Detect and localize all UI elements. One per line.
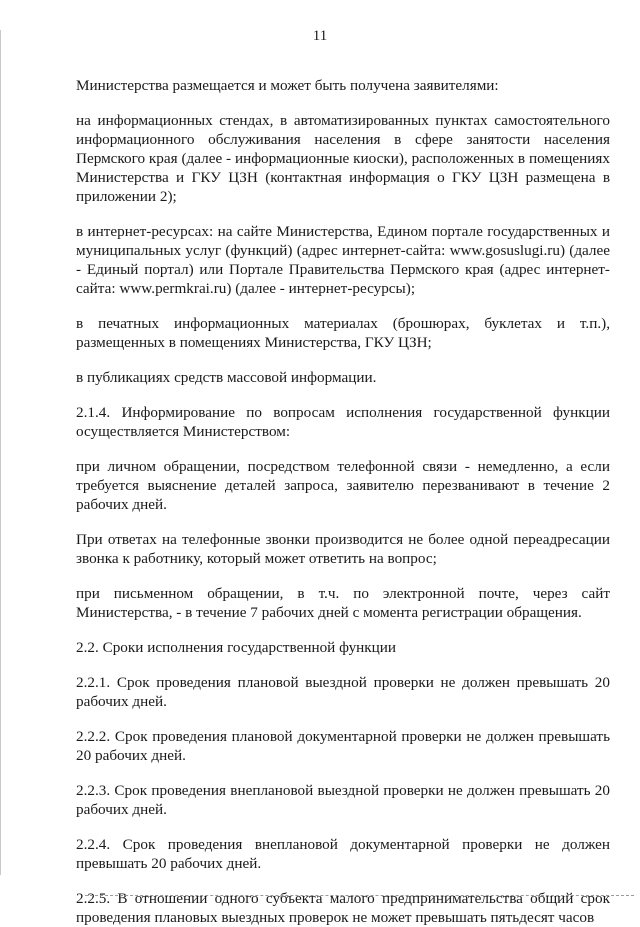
paragraph: в публикациях средств массовой информации. xyxy=(76,369,377,386)
paragraph: в печатных информационных материалах (брошюрах, буклетах и т.п.), размещенных в помещениях Министерства, ГКУ ЦЗН; xyxy=(76,315,610,351)
paragraph: Министерства размещается и может быть получена заявителями: xyxy=(76,77,499,94)
paragraph: на информационных стендах, в автоматизированных пунктах самостоятельного информационного обслуживания населения в сфере занятости населения Пермского края (далее - информационные киоски), расположенных в помещениях Министерства и ГКУ ЦЗН (контактная информация о ГКУ ЦЗН размещена в приложении 2); xyxy=(76,112,610,205)
paragraph: при письменном обращении, в т.ч. по электронной почте, через сайт Министерства, - в течение 7 рабочих дней с момента регистрации обращения. xyxy=(76,585,610,621)
paragraph: 2.1.4. Информирование по вопросам исполнения государственной функции осуществляется Министерством: xyxy=(76,404,610,440)
paragraph: 2.2.5. В отношении одного субъекта малого предпринимательства общий срок проведения плановых выездных проверок не может превышать пятьдесят часов xyxy=(76,890,610,926)
paragraph: при личном обращении, посредством телефонной связи - немедленно, а если требуется выяснение деталей запроса, заявителю перезванивают в течение 2 рабочих дней. xyxy=(76,458,610,513)
document-body xyxy=(76,76,610,927)
scan-left-edge xyxy=(0,30,1,875)
paragraph: 2.2.2. Срок проведения плановой документарной проверки не должен превышать 20 рабочих дней. xyxy=(76,728,610,764)
paragraph: При ответах на телефонные звонки производится не более одной переадресации звонка к работнику, который может ответить на вопрос; xyxy=(76,531,610,567)
paragraph: 2.2.1. Срок проведения плановой выездной проверки не должен превышать 20 рабочих дней. xyxy=(76,674,610,710)
paragraph: 2.2.3. Срок проведения внеплановой выездной проверки не должен превышать 20 рабочих дней. xyxy=(76,782,610,818)
paragraph: 2.2.4. Срок проведения внеплановой документарной проверки не должен превышать 20 рабочих дней. xyxy=(76,836,610,872)
scan-bottom-edge xyxy=(85,895,634,897)
paragraph: в интернет-ресурсах: на сайте Министерства, Едином портале государственных и муниципальных услуг (функций) (адрес интернет-сайта: www.gosuslugi.ru) (далее - Единый портал) или Портале Правительства Пермского края (адрес интернет-сайта: www.permkrai.ru) (далее - интернет-ресурсы); xyxy=(76,223,610,297)
section-heading: 2.2. Сроки исполнения государственной функции xyxy=(76,639,397,656)
page-number: 11 xyxy=(312,28,328,44)
